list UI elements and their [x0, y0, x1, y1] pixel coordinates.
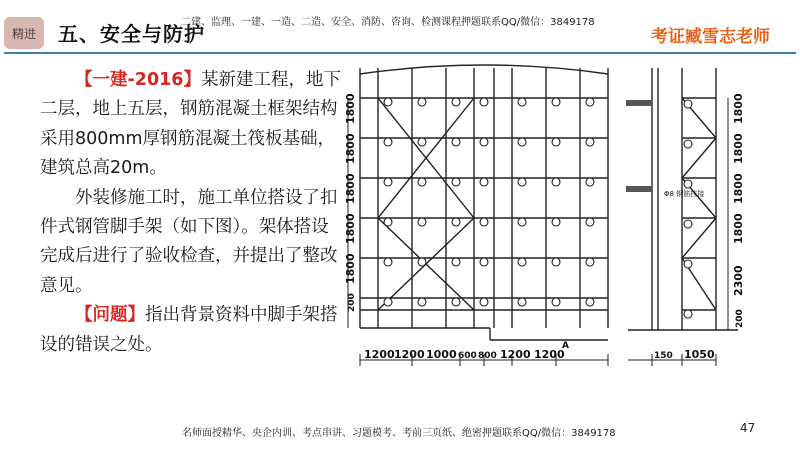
header-divider — [4, 52, 796, 54]
tie-callout: Φ8 钢筋拉接 — [664, 190, 705, 198]
page-number: 47 — [740, 421, 756, 435]
header-contact-note: 二建、监理、一建、一造、二造、安全、消防、咨询、检测课程押题联系QQ/微信：3849178 — [181, 17, 595, 28]
scaffold-paragraph: 外装修施工时，施工单位搭设了扣件式钢管脚手架（如下图）。架体搭设完成后进行了验收检查，并提出了整改意见。 — [40, 187, 338, 296]
background-paragraph — [40, 66, 345, 184]
dim-right-3: 1800 — [732, 173, 745, 204]
dim-bottom-6: 1200 — [500, 348, 531, 361]
dim-bottom-3: 1000 — [426, 348, 457, 361]
dim-bottom-1: 1200 — [364, 348, 395, 361]
dim-bottom-2: 1200 — [394, 348, 425, 361]
section-badge: 精进 — [4, 17, 44, 49]
dim-left-2: 1800 — [344, 133, 357, 164]
dim-bottom-7: 1200 — [534, 348, 565, 361]
dim-left-5: 1800 — [344, 253, 357, 284]
brand-name: 考证臧雪志老师 — [651, 27, 770, 47]
exam-tag: 【一建-2016】 — [75, 70, 201, 90]
dim-left-4: 1800 — [344, 213, 357, 244]
section-title: 五、安全与防护 — [58, 22, 205, 46]
dim-right-1: 1800 — [732, 93, 745, 124]
dim-right-2: 1800 — [732, 133, 745, 164]
dim-left-6: 200 — [347, 293, 357, 312]
dim-right-6: 200 — [735, 309, 745, 328]
section-mark: A — [562, 341, 569, 351]
background-text: 某新建工程，地下二层，地上五层，钢筋混凝土框架结构采用800mm厚钢筋混凝土筏板基础，建筑总高20m。 — [40, 70, 341, 179]
dim-bottom-5: 800 — [478, 351, 497, 361]
dim-right-5: 2300 — [732, 265, 745, 296]
dim-left-1: 1800 — [344, 93, 357, 124]
question-paragraph — [40, 301, 345, 360]
scaffold-elevation-drawing — [344, 60, 640, 390]
footer-contact-note: 名师面授精华、央企内训、考点串讲、习题模考、考前三页纸、绝密押题联系QQ/微信：3849178 — [182, 428, 616, 439]
dim-left-3: 1800 — [344, 173, 357, 204]
question-text: 指出背景资料中脚手架搭设的错误之处。 — [40, 305, 338, 355]
question-body — [40, 66, 345, 360]
scaffold-section-drawing — [618, 60, 748, 390]
question-tag: 【问题】 — [75, 305, 145, 326]
dim-right-4: 1800 — [732, 213, 745, 244]
dim-bottom-4: 600 — [458, 351, 477, 361]
dim-side-bottom-1: 150 — [654, 351, 673, 361]
dim-side-bottom-2: 1050 — [684, 348, 715, 361]
